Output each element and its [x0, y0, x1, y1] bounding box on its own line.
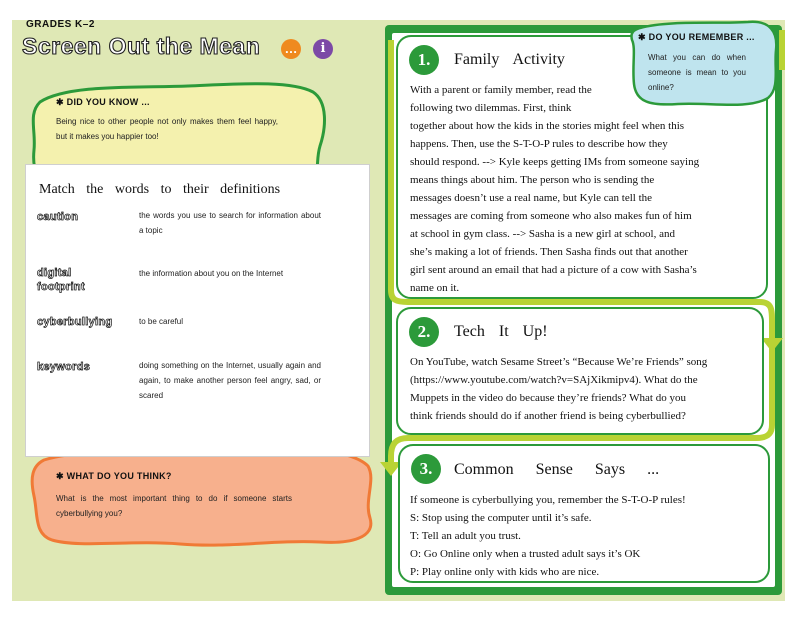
section-3-title: Common Sense Says ...	[454, 461, 660, 478]
definition-4: doing something on the Internet, usually again and again, to make another person feel angry, sad, or scared	[139, 361, 321, 400]
section-1-title: Family Activity	[454, 51, 565, 68]
what-do-you-think-text: What is the most important thing to do if someone starts cyberbullying you?	[56, 494, 292, 518]
section-2-title: Tech It Up!	[454, 323, 548, 340]
definition-3: to be careful	[139, 317, 184, 326]
term-digital-footprint: digital footprint	[37, 267, 85, 293]
info-icon: i	[313, 39, 333, 59]
definition-1: the words you use to search for information about a topic	[139, 211, 321, 235]
did-you-know-title: ✱ DID YOU KNOW ...	[56, 97, 150, 107]
asterisk-icon: ✱	[638, 32, 649, 42]
section-1-text: With a parent or family member, read the following two dilemmas. First, think together about how the kids in the stories might feel when this happens. Then, use the S-T-O-P rules to describe how they should respond. --> Kyle keeps getting IMs from someone saying means things about him. The person who is sending the messages doesn’t use a real name, but Kyle can tell the messages are coming from someone who also makes fun of him at school in gym class. --> Sasha is a new girl at school, and she’s making a lot of friends. Then Sasha finds out that another girl sent around an email that had a picture of a cow with Sasha’s name on it.	[410, 84, 700, 294]
grade-label: GRADES K–2	[26, 19, 95, 30]
term-keywords: keywords	[37, 361, 91, 373]
did-you-know-text: Being nice to other people not only makes them feel happy, but it makes you happier too!	[56, 117, 278, 141]
section-2-text: On YouTube, watch Sesame Street’s “Because We’re Friends” song (https://www.youtube.com/watch?v=SAjXikmipv4). What do the Muppets in the video do because they’re friends? What do you think friends should do if another friend is being cyberbullied?	[410, 356, 708, 422]
section-1-number: 1.	[409, 45, 439, 75]
match-heading: Match the words to their definitions	[39, 182, 281, 197]
asterisk-icon: ✱	[56, 471, 67, 481]
section-3-number: 3.	[411, 454, 441, 484]
page-title: Screen Out the Mean	[22, 33, 261, 59]
section-3-text: If someone is cyberbullying you, remember the S-T-O-P rules! S: Stop using the computer until it’s safe. T: Tell an adult you trust. O: Go Online only when a trusted adult says it’s OK P: Play online only with kids who are nice.	[410, 494, 686, 578]
asterisk-icon: ✱	[56, 97, 67, 107]
section-2-number: 2.	[409, 317, 439, 347]
chat-bubble-icon: …	[281, 39, 301, 59]
definition-2: the information about you on the Internet	[139, 269, 284, 278]
do-you-remember-text: What you can do when someone is mean to you online?	[648, 53, 746, 92]
what-do-you-think-title: ✱ WHAT DO YOU THINK?	[56, 471, 172, 481]
term-cyberbullying: cyberbullying	[37, 316, 113, 328]
term-caution: caution	[37, 211, 79, 223]
do-you-remember-title: ✱ DO YOU REMEMBER ...	[638, 32, 755, 42]
